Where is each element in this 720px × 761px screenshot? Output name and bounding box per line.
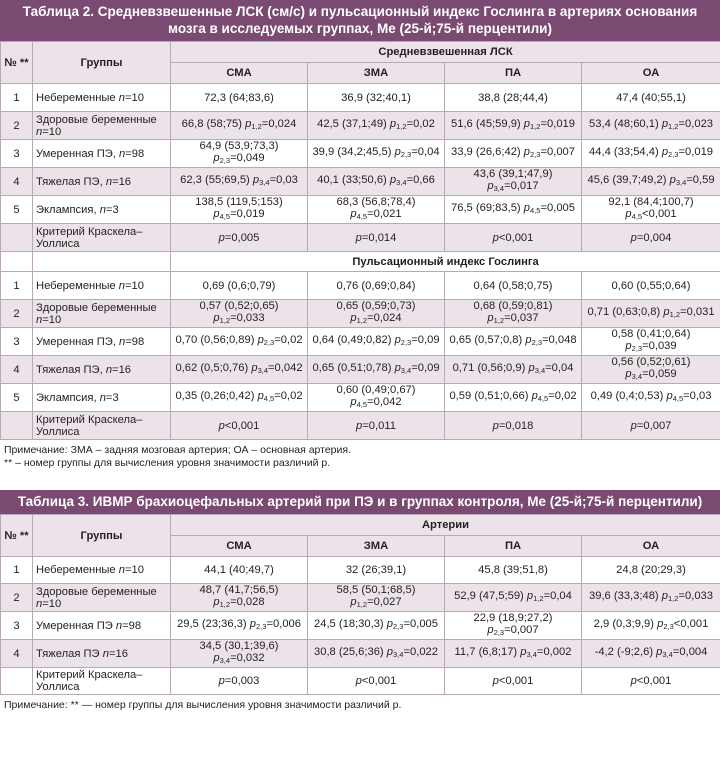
row-value: 92,1 (84,4;100,7) $p_{4,5}<0,001$ — [582, 196, 720, 224]
row-group: Здоровые беременные n=10 — [33, 300, 171, 328]
row-number: 4 — [1, 640, 33, 668]
row-value: 42,5 (37,1;49) $p_{1,2}=0,02$ — [308, 112, 445, 140]
table2-gosling-row — [1, 272, 720, 300]
row-value: 0,60 (0,55;0,64) — [582, 272, 720, 300]
row-number — [1, 668, 33, 695]
row-value: 44,4 (33;54,4) $p_{2,3}=0,019$ — [582, 140, 720, 168]
row-number — [1, 224, 33, 252]
row-value: 34,5 (30,1;39,6) $p_{3,4}=0,032$ — [171, 640, 308, 668]
table2-header-gosling: Пульсационный индекс Гослинга — [171, 252, 720, 272]
table2-note — [0, 440, 720, 470]
row-value: 72,3 (64;83,6) — [171, 84, 308, 112]
row-group: Тяжелая ПЭ, n=16 — [33, 356, 171, 384]
row-value: p=0,014 — [308, 224, 445, 252]
table2-gosling-row — [1, 412, 720, 440]
table3-col-header: СМА — [171, 536, 308, 557]
row-value: 24,8 (20;29,3) — [582, 557, 720, 584]
row-value: 52,9 (47,5;59) $p_{1,2}=0,04$ — [445, 584, 582, 612]
row-value: 30,8 (25,6;36) $p_{3,4}=0,022$ — [308, 640, 445, 668]
table3-row — [1, 612, 720, 640]
row-value: 68,3 (56,8;78,4) $p_{4,5}=0,021$ — [308, 196, 445, 224]
table2 — [0, 41, 720, 440]
row-value: 11,7 (6,8;17) $p_{3,4}=0,002$ — [445, 640, 582, 668]
row-group: Умеренная ПЭ, n=98 — [33, 140, 171, 168]
table2-lsk-header-num: № ** — [1, 42, 33, 84]
table3-header-num: № ** — [1, 515, 33, 557]
table2-lsk-col-header: ПА — [445, 63, 582, 84]
row-value: 48,7 (41,7;56,5) $p_{1,2}=0,028$ — [171, 584, 308, 612]
row-value: p<0,001 — [171, 412, 308, 440]
row-number: 3 — [1, 140, 33, 168]
row-value: 0,59 (0,51;0,66) $p_{4,5}=0,02$ — [445, 384, 582, 412]
row-value: 62,3 (55;69,5) $p_{3,4}=0,03$ — [171, 168, 308, 196]
row-value: 0,60 (0,49;0,67) $p_{4,5}=0,042$ — [308, 384, 445, 412]
table3-col-header: ОА — [582, 536, 720, 557]
row-value: 0,58 (0,41;0,64) $p_{2,3}=0,039$ — [582, 328, 720, 356]
row-value: p<0,001 — [445, 224, 582, 252]
row-value: 0,70 (0,56;0,89) $p_{2,3}=0,02$ — [171, 328, 308, 356]
row-value: 0,62 (0,5;0,76) $p_{3,4}=0,042$ — [171, 356, 308, 384]
table2-gosling-row — [1, 300, 720, 328]
row-value: 0,35 (0,26;0,42) $p_{4,5}=0,02$ — [171, 384, 308, 412]
table3-title: Таблица 3. ИВМР брахиоцефальных артерий при ПЭ и в группах контроля, Ме (25-й;75-й перцентили) — [0, 490, 720, 514]
row-value: 40,1 (33;50,6) $p_{3,4}=0,66$ — [308, 168, 445, 196]
row-value: 36,9 (32;40,1) — [308, 84, 445, 112]
row-number: 2 — [1, 300, 33, 328]
row-value: 51,6 (45;59,9) $p_{1,2}=0,019$ — [445, 112, 582, 140]
table2-lsk-row — [1, 84, 720, 112]
row-value: 0,56 (0,52;0,61) $p_{3,4}=0,059$ — [582, 356, 720, 384]
table3-header-section: Артерии — [171, 515, 720, 536]
row-group: Эклампсия, n=3 — [33, 196, 171, 224]
table2-title-line1: Таблица 2. Средневзвешенные ЛСК (см/с) и пульсационный индекс Гослинга в артериях основания — [22, 4, 698, 19]
table3-col-header: ПА — [445, 536, 582, 557]
row-value: p=0,007 — [582, 412, 720, 440]
row-value: 0,65 (0,51;0,78) $p_{3,4}=0,09$ — [308, 356, 445, 384]
table2-lsk-row — [1, 168, 720, 196]
row-number: 1 — [1, 272, 33, 300]
row-group: Небеременные n=10 — [33, 272, 171, 300]
row-value: p=0,005 — [171, 224, 308, 252]
table2-lsk-col-header: ОА — [582, 63, 720, 84]
row-value: 0,65 (0,57;0,8) $p_{2,3}=0,048$ — [445, 328, 582, 356]
row-group: Критерий Краскела–Уоллиса — [33, 412, 171, 440]
row-value: 39,6 (33,3;48) $p_{1,2}=0,033$ — [582, 584, 720, 612]
table2-gosling-row — [1, 384, 720, 412]
table2-note-line1: Примечание: ЗМА – задняя мозговая артерия; ОА – основная артерия. — [4, 444, 351, 456]
row-value: 0,71 (0,63;0,8) $p_{1,2}=0,031$ — [582, 300, 720, 328]
row-group: Критерий Краскела–Уоллиса — [33, 668, 171, 695]
row-value: 138,5 (119,5;153) $p_{4,5}=0,019$ — [171, 196, 308, 224]
row-value: 45,8 (39;51,8) — [445, 557, 582, 584]
row-value: 22,9 (18,9;27,2) $p_{2,3}=0,007$ — [445, 612, 582, 640]
row-value: 64,9 (53,9;73,3) $p_{2,3}=0,049$ — [171, 140, 308, 168]
row-group: Небеременные n=10 — [33, 84, 171, 112]
row-group: Тяжелая ПЭ, n=16 — [33, 168, 171, 196]
table2-lsk-row — [1, 112, 720, 140]
table2-lsk-row — [1, 196, 720, 224]
row-value: 32 (26;39,1) — [308, 557, 445, 584]
row-group: Здоровые беременные n=10 — [33, 112, 171, 140]
row-value: 0,68 (0,59;0,81) $p_{1,2}=0,037$ — [445, 300, 582, 328]
row-number — [1, 412, 33, 440]
table2-lsk-header-groups: Группы — [33, 42, 171, 84]
row-value: 29,5 (23;36,3) $p_{2,3}=0,006$ — [171, 612, 308, 640]
table2-lsk-row — [1, 224, 720, 252]
row-value: 66,8 (58;75) $p_{1,2}=0,024$ — [171, 112, 308, 140]
row-value: 44,1 (40;49,7) — [171, 557, 308, 584]
row-value: 33,9 (26,6;42) $p_{2,3}=0,007$ — [445, 140, 582, 168]
row-value: 38,8 (28;44,4) — [445, 84, 582, 112]
table2-lsk-row — [1, 140, 720, 168]
row-number: 3 — [1, 612, 33, 640]
table3-row — [1, 584, 720, 612]
row-group: Умеренная ПЭ, n=98 — [33, 328, 171, 356]
row-group: Небеременные n=10 — [33, 557, 171, 584]
table2-note-line2: ** – номер группы для вычисления уровня значимости различий p. — [4, 457, 331, 469]
row-value: 0,64 (0,49;0,82) $p_{2,3}=0,09$ — [308, 328, 445, 356]
table3-note: Примечание: ** — номер группы для вычисления уровня значимости различий p. — [4, 699, 402, 711]
row-value: 0,57 (0,52;0,65) $p_{1,2}=0,033$ — [171, 300, 308, 328]
row-value: -4,2 (-9;2,6) $p_{3,4}=0,004$ — [582, 640, 720, 668]
row-number: 1 — [1, 557, 33, 584]
row-value: 0,76 (0,69;0,84) — [308, 272, 445, 300]
row-number: 2 — [1, 584, 33, 612]
table3-col-header: ЗМА — [308, 536, 445, 557]
table2-lsk-header-section: Средневзвешенная ЛСК — [171, 42, 720, 63]
table3-header-groups: Группы — [33, 515, 171, 557]
table2-gosling-row — [1, 356, 720, 384]
table3-row — [1, 668, 720, 695]
row-value: p<0,001 — [582, 668, 720, 695]
row-value: 0,49 (0,4;0,53) $p_{4,5}=0,03$ — [582, 384, 720, 412]
row-value: 45,6 (39,7;49,2) $p_{3,4}=0,59$ — [582, 168, 720, 196]
row-number: 1 — [1, 84, 33, 112]
row-value: 0,64 (0,58;0,75) — [445, 272, 582, 300]
table3-row — [1, 557, 720, 584]
row-group: Тяжелая ПЭ n=16 — [33, 640, 171, 668]
row-value: 53,4 (48;60,1) $p_{1,2}=0,023$ — [582, 112, 720, 140]
row-value: p=0,003 — [171, 668, 308, 695]
row-number: 2 — [1, 112, 33, 140]
row-number: 4 — [1, 168, 33, 196]
row-value: 24,5 (18;30,3) $p_{2,3}=0,005$ — [308, 612, 445, 640]
row-group: Критерий Краскела–Уоллиса — [33, 224, 171, 252]
row-value: 47,4 (40;55,1) — [582, 84, 720, 112]
row-value: 39,9 (34,2;45,5) $p_{2,3}=0,04$ — [308, 140, 445, 168]
table2-gosling-row — [1, 328, 720, 356]
row-value: p=0,018 — [445, 412, 582, 440]
table2-lsk-col-header: СМА — [171, 63, 308, 84]
table2-lsk-col-header: ЗМА — [308, 63, 445, 84]
row-value: 0,69 (0,6;0,79) — [171, 272, 308, 300]
row-value: p=0,011 — [308, 412, 445, 440]
row-value: 58,5 (50,1;68,5) $p_{1,2}=0,027$ — [308, 584, 445, 612]
row-value: 43,6 (39,1;47,9) $p_{3,4}=0,017$ — [445, 168, 582, 196]
row-value: p=0,004 — [582, 224, 720, 252]
row-number: 5 — [1, 196, 33, 224]
row-number: 3 — [1, 328, 33, 356]
row-value: 2,9 (0,3;9,9) $p_{2,3}<0,001$ — [582, 612, 720, 640]
row-number: 4 — [1, 356, 33, 384]
table2-title-line2: мозга в исследуемых группах, Ме (25-й;75-й перцентили) — [168, 21, 552, 36]
row-group: Здоровые беременные n=10 — [33, 584, 171, 612]
row-group: Эклампсия, n=3 — [33, 384, 171, 412]
row-value: p<0,001 — [445, 668, 582, 695]
row-number: 5 — [1, 384, 33, 412]
table2-title — [0, 0, 720, 41]
row-value: p<0,001 — [308, 668, 445, 695]
row-value: 0,71 (0,56;0,9) $p_{3,4}=0,04$ — [445, 356, 582, 384]
table3-row — [1, 640, 720, 668]
row-value: 0,65 (0,59;0,73) $p_{1,2}=0,024$ — [308, 300, 445, 328]
row-group: Умеренная ПЭ n=98 — [33, 612, 171, 640]
table3 — [0, 514, 720, 695]
row-value: 76,5 (69;83,5) $p_{4,5}=0,005$ — [445, 196, 582, 224]
